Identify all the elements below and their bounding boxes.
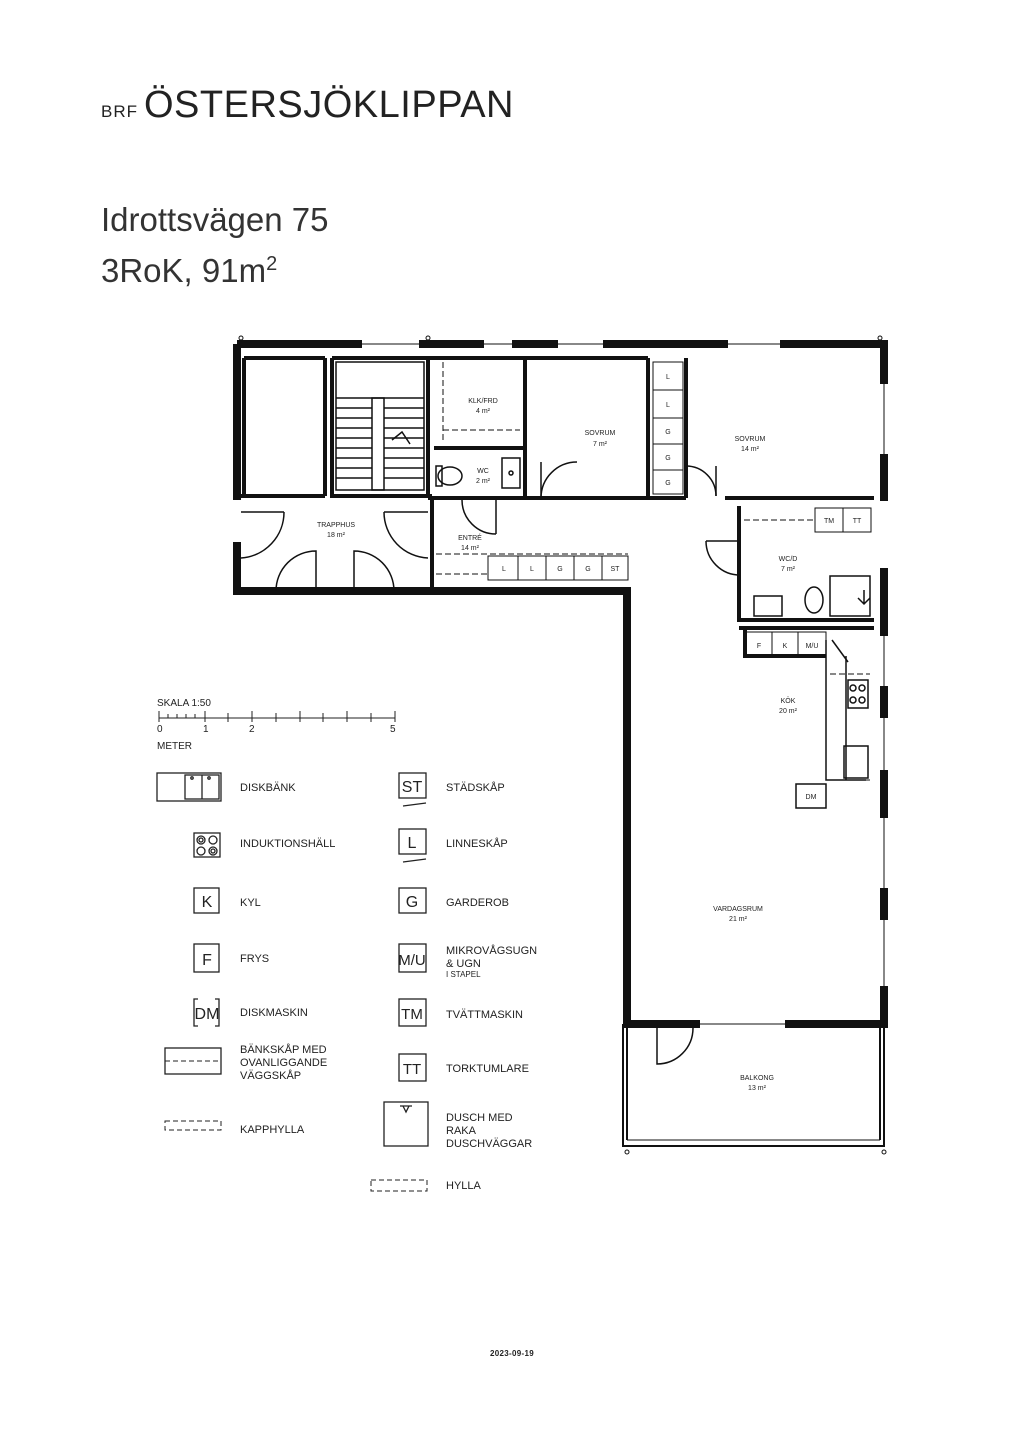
room-name-trapphus: TRAPPHUS (316, 522, 356, 529)
kitchen-counter (796, 640, 868, 808)
legend-letter: TT (402, 1061, 422, 1078)
unit-type: 3RoK, 91m (101, 252, 267, 289)
scale-tick-2: 2 (249, 724, 255, 735)
room-name-kok: KÖK (780, 698, 796, 705)
appliance-label: M/U (805, 643, 819, 650)
room-area-klk: 4 m² (476, 408, 490, 415)
legend-hylla: HYLLA (446, 1180, 481, 1192)
legend-letter: M/U (398, 952, 426, 969)
wardrobe-label: L (502, 566, 506, 573)
legend-frys: FRYS (240, 953, 270, 965)
appliance-label: TT (852, 518, 862, 525)
wardrobe-label: ST (610, 566, 620, 573)
room-area-trapphus: 18 m² (327, 532, 345, 539)
legend-letter: ST (401, 779, 423, 796)
legend-mikro-2: & UGN (446, 958, 481, 970)
wardrobe-label: L (666, 374, 670, 381)
sink-icon (157, 773, 221, 801)
legend-kyl: KYL (240, 897, 261, 909)
room-area-sovrum-large: 14 m² (741, 446, 759, 453)
wardrobe-label: G (665, 455, 671, 462)
room-area-wc: 2 m² (476, 478, 490, 485)
room-name-vardagsrum: VARDAGSRUM (713, 906, 763, 913)
association-name: ÖSTERSJÖKLIPPAN (144, 84, 515, 126)
closet-door-line (403, 859, 426, 862)
room-area-wcd: 7 m² (781, 566, 795, 573)
room-name-wc: WC (477, 468, 489, 475)
coat-rack-icon (165, 1121, 221, 1130)
room-name-klk: KLK/FRD (468, 398, 498, 405)
room-area-vardagsrum: 21 m² (729, 916, 747, 923)
room-name-sovrum-large: SOVRUM (734, 436, 766, 443)
stairs (336, 362, 424, 490)
legend-dusch-2: RAKA (446, 1125, 476, 1137)
appliance-label: TM (823, 518, 835, 525)
legend-tvattmaskin: TVÄTTMASKIN (446, 1009, 524, 1021)
legend-diskmaskin: DISKMASKIN (240, 1007, 308, 1019)
wardrobe-label: G (585, 566, 591, 573)
legend-stadskap: STÄDSKÅP (446, 782, 505, 794)
exterior-walls (237, 344, 884, 1024)
scale-unit: METER (157, 741, 192, 752)
scale-title: SKALA 1:50 (157, 698, 211, 709)
legend-letter: TM (401, 1006, 423, 1023)
legend-dusch-3: DUSCHVÄGGAR (446, 1138, 533, 1150)
legend-diskbank: DISKBÄNK (240, 782, 296, 794)
shelf-icon (371, 1180, 427, 1191)
legend-kapphylla: KAPPHYLLA (240, 1124, 305, 1136)
room-name-wcd: WC/D (778, 556, 798, 563)
appliance-label: DM (805, 794, 817, 801)
closet-door-line (403, 803, 426, 806)
legend-mikro-3: I STAPEL (446, 970, 481, 979)
scale-tick-1: 1 (203, 724, 209, 735)
legend-dusch-1: DUSCH MED (446, 1112, 513, 1124)
room-area-balkong: 13 m² (748, 1085, 766, 1092)
appliance-label: K (782, 643, 788, 650)
street-address: Idrottsvägen 75 (101, 201, 329, 238)
shower-icon (384, 1102, 428, 1146)
room-area-entre: 14 m² (461, 545, 479, 552)
legend-letter: G (405, 894, 419, 911)
wardrobe-label: L (530, 566, 534, 573)
legend-letter: K (201, 894, 213, 911)
room-area-kok: 20 m² (779, 708, 797, 715)
wardrobe-cells (488, 362, 871, 656)
legend-bankskap-3: VÄGGSKÅP (240, 1070, 302, 1082)
appliance-label: F (756, 643, 762, 650)
legend-induktion: INDUKTIONSHÄLL (240, 838, 336, 850)
base-cabinet-icon (165, 1048, 221, 1074)
legend-garderob: GARDEROB (446, 897, 509, 909)
legend-letter: DM (194, 1006, 220, 1023)
legend-bankskap-1: BÄNKSKÅP MED (240, 1044, 327, 1056)
wardrobe-label: G (665, 480, 671, 487)
room-name-balkong: BALKONG (740, 1075, 774, 1082)
wardrobe-label: L (666, 402, 670, 409)
area-superscript: 2 (266, 253, 278, 275)
induction-hob-icon (194, 833, 220, 857)
legend-labels (240, 781, 537, 1192)
legend-letter: L (407, 835, 417, 852)
legend-bankskap-2: OVANLIGGANDE (240, 1057, 328, 1069)
room-name-sovrum-small: SOVRUM (584, 430, 616, 437)
legend-symbol-letters (195, 779, 426, 1078)
interior-walls (237, 358, 874, 656)
legend-linneskap: LINNESKÅP (446, 838, 508, 850)
legend-torktumlare: TORKTUMLARE (446, 1063, 529, 1075)
wardrobe-label: G (665, 429, 671, 436)
room-labels (317, 398, 798, 1092)
scale-tick-5: 5 (390, 724, 396, 735)
legend-mikro-1: MIKROVÅGSUGN (446, 945, 538, 957)
wardrobe-label: G (557, 566, 563, 573)
doors (241, 462, 740, 1064)
brf-prefix: BRF (101, 102, 138, 121)
room-area-sovrum-small: 7 m² (593, 441, 607, 448)
document-date: 2023-09-19 (490, 1349, 534, 1358)
scale-bar (157, 698, 396, 752)
scale-tick-0: 0 (157, 724, 163, 735)
room-name-entre: ENTRÉ (458, 535, 482, 542)
legend-letter: F (202, 952, 212, 969)
